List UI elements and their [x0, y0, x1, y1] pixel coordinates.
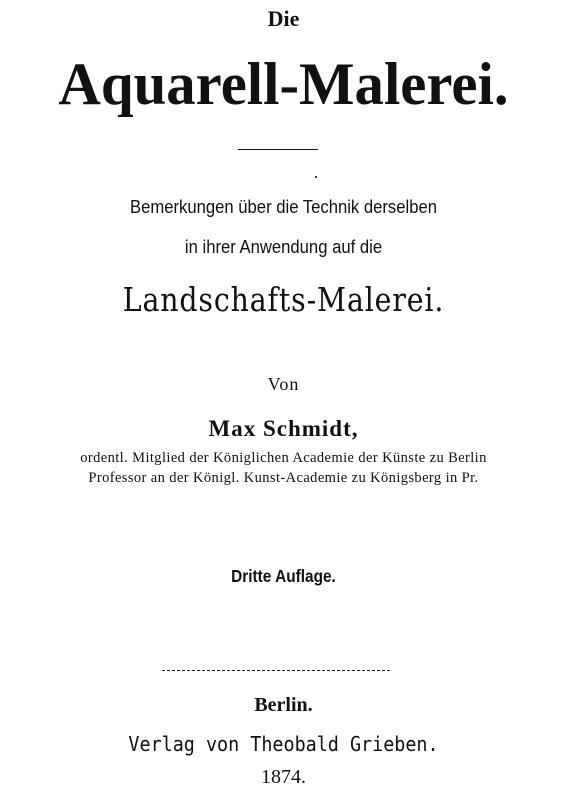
imprint-publisher: Verlag von Theobald Grieben. [128, 732, 439, 756]
book-title: Aquarell-Malerei. [58, 51, 509, 117]
title-article: Die [267, 6, 300, 31]
subject-heading: Landschafts-Malerei. [122, 280, 445, 319]
author-name: Max Schmidt, [208, 416, 359, 441]
imprint-divider [162, 670, 390, 671]
author-credential-2: Professor an der Königl. Kunst-Academie zu Königsberg in Pr. [88, 470, 479, 486]
subtitle-line-1: Bemerkungen über die Technik derselben [129, 196, 437, 217]
edition-label: Dritte Auflage. [231, 566, 336, 586]
imprint-city: Berlin. [254, 694, 313, 716]
title-divider [238, 149, 318, 150]
author-credential-1: ordentl. Mitglied der Königlichen Academie der Künste zu Berlin [80, 450, 487, 466]
by-line: Von [267, 374, 300, 394]
subtitle-line-2: in ihrer Anwendung auf die [184, 236, 383, 257]
imprint-year: 1874. [261, 766, 306, 788]
ink-speck [315, 176, 317, 178]
